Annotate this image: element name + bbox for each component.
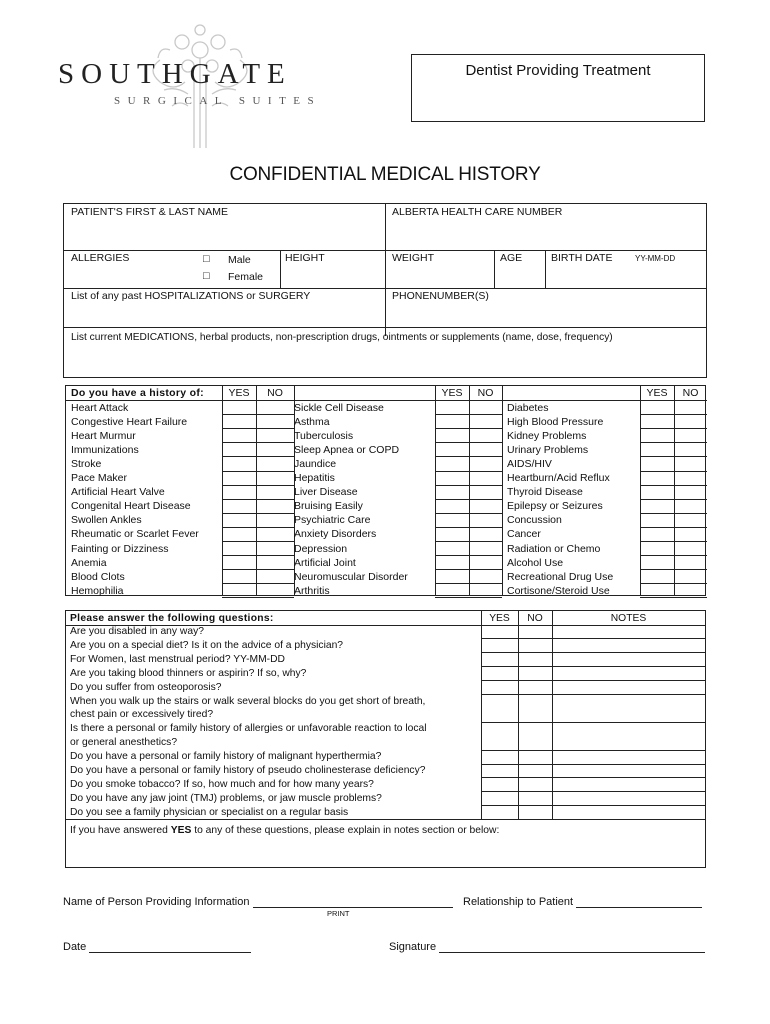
question-no-checkbox[interactable]: [518, 722, 552, 750]
history-item: Pace Maker: [71, 472, 128, 484]
history-item: Anxiety Disorders: [294, 528, 377, 541]
history-no-checkbox[interactable]: [256, 415, 294, 429]
history-item: Blood Clots: [71, 570, 125, 583]
history-no-checkbox[interactable]: [256, 471, 294, 485]
question-text: Do you have any jaw joint (TMJ) problems, or jaw muscle problems?: [70, 792, 382, 804]
history-no-checkbox[interactable]: [469, 513, 502, 527]
history-yes-checkbox[interactable]: [640, 443, 674, 457]
history-yes-checkbox[interactable]: [640, 429, 674, 443]
history-no-checkbox[interactable]: [256, 499, 294, 513]
history-yes-checkbox[interactable]: [222, 542, 256, 556]
question-notes-field[interactable]: [552, 764, 705, 778]
dentist-field-label: Dentist Providing Treatment: [465, 62, 651, 79]
question-notes-field[interactable]: [552, 653, 705, 667]
history-item: Swollen Ankles: [71, 514, 142, 527]
weight-field[interactable]: WEIGHT: [392, 252, 434, 264]
history-no-checkbox[interactable]: [674, 499, 707, 513]
history-yes-checkbox[interactable]: [222, 457, 256, 471]
question-yes-checkbox[interactable]: [481, 667, 518, 681]
history-no-checkbox[interactable]: [674, 401, 707, 415]
question-notes-field[interactable]: [552, 681, 705, 695]
history-item: Immunizations: [71, 443, 139, 456]
history-header: Do you have a history of:: [71, 387, 204, 399]
question-text: Do you suffer from osteoporosis?: [70, 681, 222, 693]
logo-tagline: SURGICAL SUITES: [114, 95, 322, 107]
history-item: Concussion: [507, 514, 562, 527]
birth-date-field[interactable]: BIRTH DATE: [551, 252, 613, 264]
history-item: Diabetes: [507, 401, 549, 414]
history-item: Congestive Heart Failure: [71, 415, 188, 428]
history-no-header: NO: [267, 387, 283, 399]
history-yes-checkbox[interactable]: [435, 527, 469, 541]
question-no-checkbox[interactable]: [518, 806, 552, 820]
notes-header: NOTES: [610, 613, 647, 624]
question-text: Do you smoke tobacco? If so, how much and for how many years?: [70, 778, 374, 790]
question-yes-checkbox[interactable]: [481, 778, 518, 792]
history-yes-checkbox[interactable]: [640, 415, 674, 429]
history-no-checkbox[interactable]: [469, 471, 502, 485]
history-item: Sickle Cell Disease: [294, 401, 384, 414]
history-item: Stroke: [71, 457, 102, 470]
question-yes-checkbox[interactable]: [481, 681, 518, 695]
history-item: Alcohol Use: [507, 556, 564, 569]
history-item: Depression: [294, 542, 348, 555]
history-yes-checkbox[interactable]: [435, 499, 469, 513]
history-yes-checkbox[interactable]: [640, 556, 674, 570]
logo-wordmark: SOUTHGATE: [58, 58, 292, 90]
history-yes-checkbox[interactable]: [640, 513, 674, 527]
health-number-field[interactable]: ALBERTA HEALTH CARE NUMBER: [392, 206, 563, 218]
history-yes-checkbox[interactable]: [640, 499, 674, 513]
history-yes-header: YES: [228, 387, 250, 399]
history-no-checkbox[interactable]: [674, 457, 707, 471]
question-no-checkbox[interactable]: [518, 639, 552, 653]
history-no-checkbox[interactable]: [469, 499, 502, 513]
history-no-checkbox[interactable]: [256, 542, 294, 556]
history-table: [65, 385, 706, 596]
history-yes-checkbox[interactable]: [435, 401, 469, 415]
question-no-checkbox[interactable]: [518, 778, 552, 792]
history-no-checkbox[interactable]: [256, 457, 294, 471]
history-item: Hemophilia: [71, 584, 124, 597]
history-no-checkbox[interactable]: [256, 584, 294, 598]
age-field[interactable]: AGE: [500, 252, 523, 264]
history-item: Sleep Apnea or COPD: [294, 443, 400, 456]
history-yes-checkbox[interactable]: [640, 584, 674, 598]
history-item: Tuberculosis: [294, 429, 354, 442]
history-yes-checkbox[interactable]: [222, 584, 256, 598]
history-no-checkbox[interactable]: [674, 584, 707, 598]
question-no-checkbox[interactable]: [518, 681, 552, 695]
history-no-checkbox[interactable]: [469, 570, 502, 584]
question-text: Are you on a special diet? Is it on the advice of a physician?: [70, 639, 344, 651]
history-yes-checkbox[interactable]: [640, 570, 674, 584]
history-no-checkbox[interactable]: [469, 584, 502, 598]
question-text: Do you have a personal or family history of malignant hyperthermia?: [70, 751, 382, 763]
history-item: Psychiatric Care: [294, 514, 371, 527]
history-yes-checkbox[interactable]: [222, 527, 256, 541]
history-item: Congenital Heart Disease: [71, 500, 191, 513]
history-no-checkbox[interactable]: [256, 443, 294, 457]
history-yes-checkbox[interactable]: [640, 401, 674, 415]
question-no-checkbox[interactable]: [518, 764, 552, 778]
history-yes-checkbox[interactable]: [222, 471, 256, 485]
history-yes-checkbox[interactable]: [435, 485, 469, 499]
history-yes-checkbox[interactable]: [640, 527, 674, 541]
history-item: Radiation or Chemo: [507, 542, 601, 555]
question-text: Are you taking blood thinners or aspirin? If so, why?: [70, 667, 307, 679]
history-no-header: NO: [682, 387, 699, 399]
history-yes-checkbox[interactable]: [435, 415, 469, 429]
history-no-checkbox[interactable]: [256, 527, 294, 541]
history-no-checkbox[interactable]: [469, 457, 502, 471]
history-no-checkbox[interactable]: [469, 527, 502, 541]
history-item: Cancer: [507, 528, 541, 541]
history-yes-checkbox[interactable]: [222, 443, 256, 457]
history-no-checkbox[interactable]: [469, 401, 502, 415]
history-item: Recreational Drug Use: [507, 570, 614, 583]
history-item: Liver Disease: [294, 486, 358, 499]
history-item: Bruising Easily: [294, 500, 363, 513]
question-text: Do you have a personal or family history of pseudo cholinesterase deficiency?: [70, 765, 426, 776]
height-field[interactable]: HEIGHT: [285, 252, 325, 264]
question-yes-checkbox[interactable]: [481, 764, 518, 778]
history-item: Cortisone/Steroid Use: [507, 584, 610, 597]
history-yes-checkbox[interactable]: [435, 429, 469, 443]
history-item: Epilepsy or Seizures: [507, 500, 603, 513]
history-item: Neuromuscular Disorder: [294, 570, 408, 583]
question-notes-field[interactable]: [552, 667, 705, 681]
history-item: Anemia: [71, 556, 107, 569]
history-no-checkbox[interactable]: [469, 556, 502, 570]
history-yes-header: YES: [441, 387, 463, 399]
history-item: Fainting or Dizziness: [71, 542, 169, 555]
male-label: Male: [228, 254, 251, 266]
history-no-checkbox[interactable]: [674, 485, 707, 499]
history-yes-checkbox[interactable]: [435, 443, 469, 457]
history-yes-checkbox[interactable]: [640, 542, 674, 556]
question-yes-checkbox[interactable]: [481, 750, 518, 764]
history-no-checkbox[interactable]: [469, 542, 502, 556]
question-notes-field[interactable]: [552, 806, 705, 820]
male-checkbox[interactable]: □: [203, 253, 210, 265]
history-item: Heart Attack: [71, 401, 129, 414]
history-yes-checkbox[interactable]: [435, 542, 469, 556]
question-no-checkbox[interactable]: [518, 792, 552, 806]
history-no-checkbox[interactable]: [256, 556, 294, 570]
question-notes-field[interactable]: [552, 695, 705, 723]
history-no-checkbox[interactable]: [674, 429, 707, 443]
history-no-checkbox[interactable]: [469, 415, 502, 429]
signature-line[interactable]: Signature: [389, 941, 705, 953]
question-yes-checkbox[interactable]: [481, 653, 518, 667]
question-no-checkbox[interactable]: [518, 667, 552, 681]
history-yes-checkbox[interactable]: [640, 457, 674, 471]
patient-name-field[interactable]: PATIENT'S FIRST & LAST NAME: [71, 206, 229, 218]
question-yes-checkbox[interactable]: [481, 695, 518, 723]
question-no-checkbox[interactable]: [518, 750, 552, 764]
history-yes-checkbox[interactable]: [222, 513, 256, 527]
question-no-checkbox[interactable]: [518, 653, 552, 667]
history-yes-checkbox[interactable]: [222, 570, 256, 584]
history-no-checkbox[interactable]: [469, 485, 502, 499]
history-yes-checkbox[interactable]: [435, 570, 469, 584]
date-line[interactable]: Date: [63, 941, 251, 953]
history-no-checkbox[interactable]: [674, 443, 707, 457]
female-checkbox[interactable]: □: [203, 270, 210, 282]
name-provider-line[interactable]: Name of Person Providing Information: [63, 896, 453, 908]
history-yes-checkbox[interactable]: [222, 429, 256, 443]
history-item: High Blood Pressure: [507, 415, 604, 428]
hospitalizations-field[interactable]: List of any past HOSPITALIZATIONS or SURGERY: [71, 290, 311, 302]
history-no-checkbox[interactable]: [256, 485, 294, 499]
question-notes-field[interactable]: [552, 778, 705, 792]
history-item: Artificial Joint: [294, 556, 356, 569]
question-notes-field[interactable]: [552, 792, 705, 806]
history-no-checkbox[interactable]: [256, 401, 294, 415]
history-yes-checkbox[interactable]: [435, 471, 469, 485]
question-no-checkbox[interactable]: [518, 695, 552, 723]
history-yes-checkbox[interactable]: [222, 415, 256, 429]
allergies-field[interactable]: ALLERGIES: [71, 252, 130, 264]
history-no-checkbox[interactable]: [674, 415, 707, 429]
question-text: When you walk up the stairs or walk several blocks do you get short of breath,: [70, 695, 426, 707]
history-yes-header: YES: [646, 387, 668, 399]
history-yes-checkbox[interactable]: [435, 457, 469, 471]
history-no-checkbox[interactable]: [674, 542, 707, 556]
question-text: Do you see a family physician or specialist on a regular basis: [70, 806, 349, 818]
history-no-checkbox[interactable]: [256, 429, 294, 443]
question-text: Is there a personal or family history of allergies or unfavorable reaction to local: [70, 723, 427, 735]
history-item: Hepatitis: [294, 472, 335, 484]
questions-header: Please answer the following questions:: [70, 613, 274, 624]
history-no-checkbox[interactable]: [256, 570, 294, 584]
history-no-checkbox[interactable]: [469, 443, 502, 457]
history-item: Thyroid Disease: [507, 486, 583, 499]
history-item: Jaundice: [294, 457, 337, 470]
question-notes-field[interactable]: [552, 625, 705, 639]
phone-field[interactable]: PHONENUMBER(S): [392, 290, 489, 302]
history-yes-checkbox[interactable]: [222, 499, 256, 513]
history-no-checkbox[interactable]: [674, 471, 707, 485]
questions-yes-header: YES: [489, 613, 510, 624]
history-item: Heart Murmur: [71, 429, 136, 442]
question-yes-checkbox[interactable]: [481, 806, 518, 820]
history-no-checkbox[interactable]: [674, 513, 707, 527]
relationship-line[interactable]: Relationship to Patient: [463, 896, 702, 908]
history-yes-checkbox[interactable]: [222, 401, 256, 415]
history-yes-checkbox[interactable]: [435, 513, 469, 527]
history-yes-checkbox[interactable]: [222, 556, 256, 570]
explain-instructions[interactable]: If you have answered YES to any of these questions, please explain in notes section or below:: [70, 824, 500, 836]
history-item: Rheumatic or Scarlet Fever: [71, 528, 199, 541]
history-yes-checkbox[interactable]: [640, 485, 674, 499]
question-yes-checkbox[interactable]: [481, 792, 518, 806]
page-title: CONFIDENTIAL MEDICAL HISTORY: [229, 164, 541, 185]
history-item: Asthma: [294, 415, 330, 428]
question-text: chest pain or excessively tired?: [70, 709, 214, 721]
history-yes-checkbox[interactable]: [435, 556, 469, 570]
question-yes-checkbox[interactable]: [481, 722, 518, 750]
question-text: Are you disabled in any way?: [70, 626, 204, 637]
history-item: Artificial Heart Valve: [71, 486, 165, 499]
history-yes-checkbox[interactable]: [640, 471, 674, 485]
questions-table: [65, 610, 706, 868]
question-no-checkbox[interactable]: [518, 625, 552, 639]
history-yes-checkbox[interactable]: [435, 584, 469, 598]
question-notes-field[interactable]: [552, 639, 705, 653]
history-item: AIDS/HIV: [507, 457, 552, 470]
female-label: Female: [228, 271, 264, 283]
question-text: or general anesthetics?: [70, 737, 178, 749]
print-label: PRINT: [327, 909, 350, 918]
history-no-checkbox[interactable]: [674, 556, 707, 570]
dentist-field[interactable]: [411, 54, 705, 122]
question-notes-field[interactable]: [552, 750, 705, 764]
history-no-checkbox[interactable]: [469, 429, 502, 443]
question-yes-checkbox[interactable]: [481, 639, 518, 653]
history-no-checkbox[interactable]: [256, 513, 294, 527]
birth-date-format: YY-MM-DD: [635, 254, 676, 263]
question-text: For Women, last menstrual period? YY-MM-DD: [70, 653, 285, 665]
question-notes-field[interactable]: [552, 722, 705, 750]
questions-no-header: NO: [527, 613, 543, 624]
history-no-checkbox[interactable]: [674, 570, 707, 584]
question-yes-checkbox[interactable]: [481, 625, 518, 639]
history-no-header: NO: [477, 387, 494, 399]
medications-field[interactable]: List current MEDICATIONS, herbal products, non-prescription drugs, ointments or supplements (name, dose, frequency): [71, 332, 613, 343]
history-item: Kidney Problems: [507, 429, 587, 442]
history-item: Urinary Problems: [507, 443, 589, 456]
history-item: Arthritis: [294, 584, 330, 597]
history-item: Heartburn/Acid Reflux: [507, 472, 610, 484]
history-no-checkbox[interactable]: [674, 527, 707, 541]
history-yes-checkbox[interactable]: [222, 485, 256, 499]
